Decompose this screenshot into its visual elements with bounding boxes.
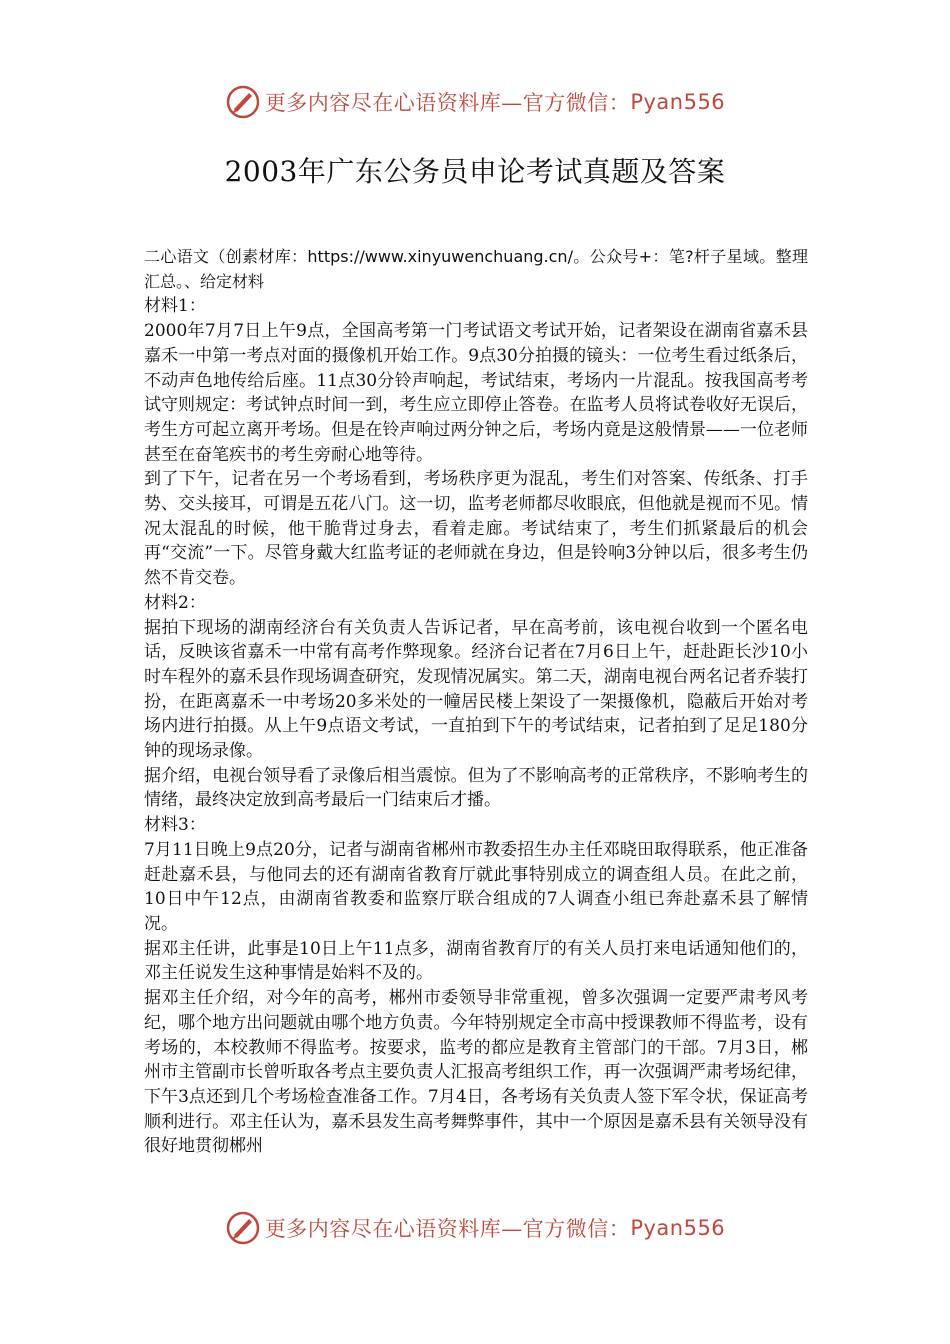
- watermark-text: 更多内容尽在心语资料库—官方微信：: [264, 91, 631, 115]
- document-title: 2003年广东公务员申论考试真题及答案: [224, 155, 726, 188]
- paragraph-list: [144, 294, 808, 1159]
- paragraph: 据邓主任讲，此事是10日上午11点多，湖南省教育厅的有关人员打来电话通知他们的，邓主任说发生这种事情是始料不及的。: [144, 938, 808, 984]
- paragraph: 到了下午，记者在另一个考场看到，考场秩序更为混乱，考生们对答案、传纸条、打手势、交头接耳，可谓是五花八门。这一切，监考老师都尽收眼底，但他就是视而不见。情况太混乱的时候，他干脆背过身去，看着走廊。考试结束了，考生们抓紧最后的机会再“交流”一下。尽管身戴大红监考证的老师就在身边，但是铃响3分钟以后，很多考生仍然不肯交卷。: [144, 469, 808, 589]
- document-body: [144, 245, 808, 1159]
- intro-line: 二心语文（创素材库：https://www.xinyuwenchuang.cn/。公众号+：笔?杆子星域。整理汇总。、给定材料: [144, 247, 808, 291]
- watermark-banner-bottom: [0, 1206, 950, 1250]
- paragraph: 2000年7月7日上午9点，全国高考第一门考试语文考试开始，记者架设在湖南省嘉禾县嘉禾一中第一考点对面的摄像机开始工作。9点30分拍摄的镜头：一位考生看过纸条后，不动声色地传给后座。11点30分铃声响起，考试结束，考场内一片混乱。按我国高考考试守则规定：考试钟点时间一到，考生应立即停止答卷。在监考人员将试卷收好无误后，考生方可起立离开考场。但是在铃声响过两分钟之后，考场内竟是这般情景——一位老师甚至在奋笔疾书的考生旁耐心地等待。: [144, 321, 808, 465]
- material-label: 材料1：: [144, 296, 206, 317]
- pen-logo-icon: [225, 84, 261, 120]
- material-label: 材料3：: [144, 815, 206, 836]
- watermark-banner-top: [0, 80, 950, 124]
- material-label: 材料2：: [144, 592, 206, 613]
- paragraph: 据介绍，电视台领导看了录像后相当震惊。但为了不影响高考的正常秩序，不影响考生的情绪，最终决定放到高考最后一门结束后才播。: [144, 765, 808, 811]
- paragraph: 7月11日晚上9点20分，记者与湖南省郴州市教委招生办主任邓晓田取得联系，他正准备赶赴嘉禾县，与他同去的还有湖南省教育厅就此事特别成立的调查组人员。在此之前，10日中午12点，由湖南省教委和监察厅联合组成的7人调查小组已奔赴嘉禾县了解情况。: [144, 839, 808, 934]
- watermark-wechat-id: Pyan556: [630, 1216, 726, 1240]
- pen-logo-icon: [225, 1210, 261, 1246]
- paragraph: 据拍下现场的湖南经济台有关负责人告诉记者，早在高考前，该电视台收到一个匿名电话，反映该省嘉禾一中常有高考作弊现象。经济台记者在7月6日上午，赶赴距长沙10小时车程外的嘉禾县作现场调查研究，发现情况属实。第二天，湖南电视台两名记者乔装打扮，在距离嘉禾一中考场20多米处的一幢居民楼上架设了一架摄像机，隐蔽后开始对考场内进行拍摄。从上午9点语文考试，一直拍到下午的考试结束，记者拍到了足足180分钟的现场录像。: [144, 617, 808, 762]
- watermark-wechat-id: Pyan556: [630, 90, 726, 114]
- paragraph: 据邓主任介绍，对今年的高考，郴州市委领导非常重视，曾多次强调一定要严肃考风考纪，哪个地方出问题就由哪个地方负责。今年特别规定全市高中授课教师不得监考，设有考场的，本校教师不得监考。按要求，监考的都应是教育主管部门的干部。7月3日，郴州市主管副市长曾听取各考点主要负责人汇报高考组织工作，再一次强调严肃考场纪律，下午3点还到几个考场检查准备工作。7月4日，各考场有关负责人签下军令状，保证高考顺利进行。邓主任认为，嘉禾县发生高考舞弊事件，其中一个原因是嘉禾县有关领导没有很好地贯彻郴州: [144, 988, 808, 1157]
- watermark-text: 更多内容尽在心语资料库—官方微信：: [264, 1217, 631, 1241]
